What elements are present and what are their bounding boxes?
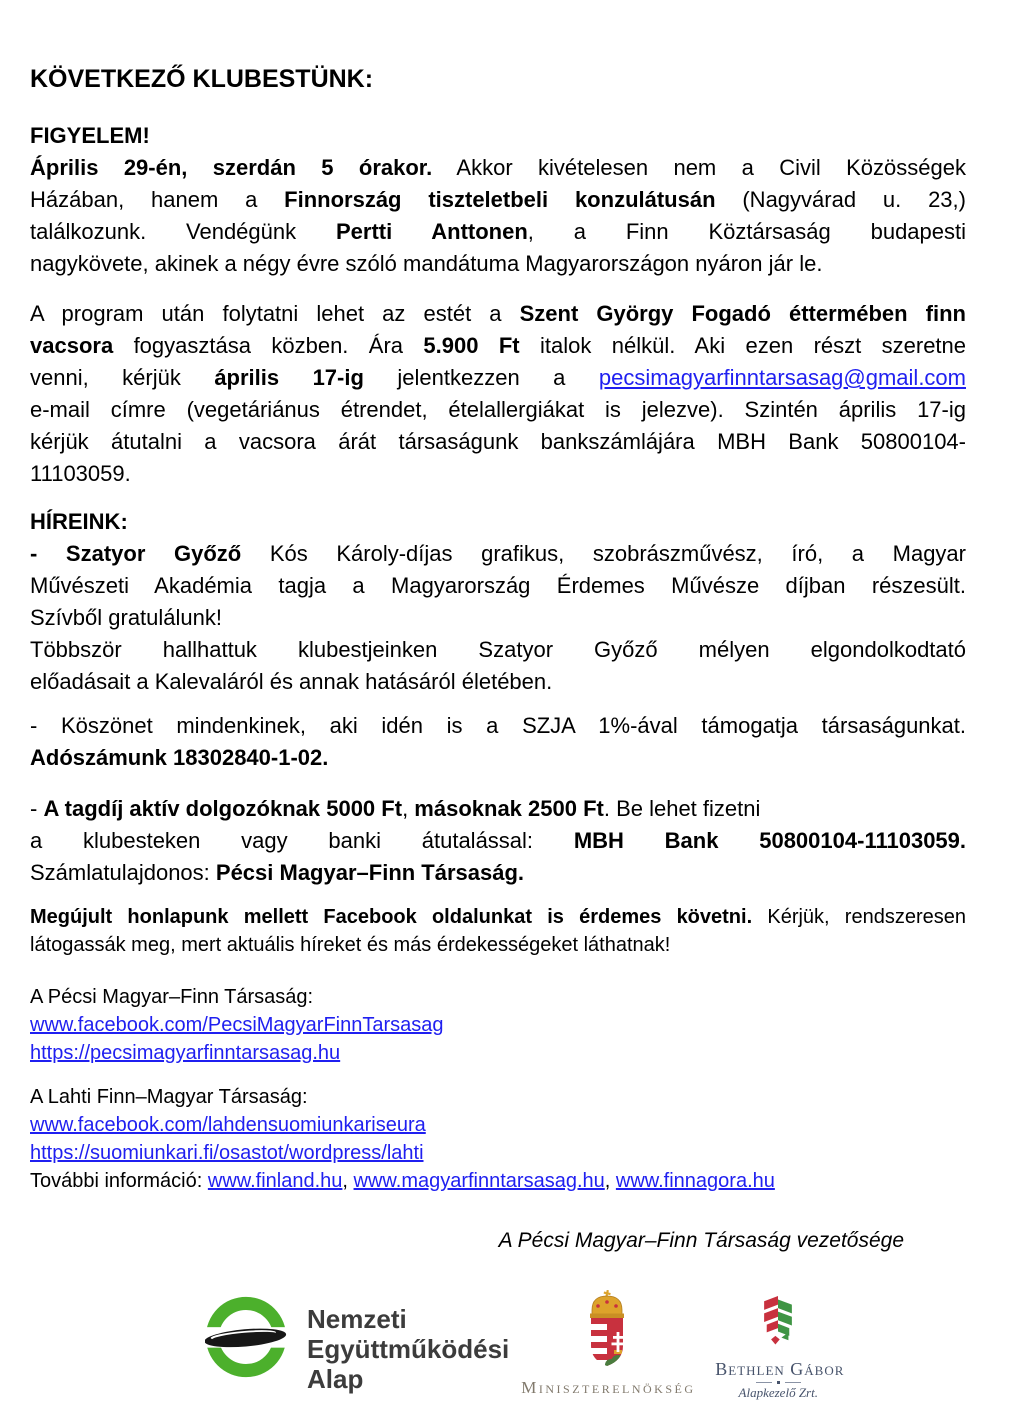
text-line: Megújult honlapunk mellett Facebook oldalunkat is érdemes követni. Kérjük, rendszeresen [30,906,966,928]
attention-paragraph [30,120,966,280]
lahti-society-links [30,1083,966,1195]
text-line [30,1111,966,1139]
bethlen-subtitle-wrap [715,1385,841,1401]
text-line: a klubesteken vagy banki átutalással: MBH Bank 50800104-11103059. [30,828,967,853]
hungarian-coat-of-arms-icon [577,1290,637,1370]
lahti-website-link[interactable]: https://suomiunkari.fi/osastot/wordpress/lahti [30,1142,424,1164]
nea-logo-text [307,1304,509,1394]
dinner-paragraph [30,298,966,490]
text-line: 11103059. [30,461,131,486]
pecs-society-links [30,983,966,1067]
tax-thanks-paragraph [30,710,966,774]
text-line: KÖVETKEZŐ KLUBESTÜNK: [30,65,374,93]
text-line: Számlatulajdonos: Pécsi Magyar–Finn Társaság. [30,860,525,885]
finland-link[interactable]: www.finland.hu [207,1170,343,1192]
miniszterelnokseg-logo [521,1290,696,1398]
nea-line-2: Együttműködési [307,1334,510,1364]
news-section [30,506,966,698]
text-line: kérjük átutalni a vacsora árát társaságunk bankszámlájára MBH Bank 50800104- [30,429,966,454]
text-line: Április 29-én, szerdán 5 órakor. Akkor kivételesen nem a Civil Közösségek [30,155,966,180]
text-line [30,1139,966,1167]
text-line: További információ: www.finland.hu, www.magyarfinntarsasag.hu, www.finnagora.hu [30,1170,775,1192]
signature-line: A Pécsi Magyar–Finn Társaság vezetősége [498,1229,904,1252]
text-line: e-mail címre (vegetáriánus étrendet, ételallergiákat is jelezve). Szintén április 17-ig [30,397,966,422]
text-line: Szívből gratulálunk! [30,605,222,630]
nea-logo [205,1296,509,1394]
finnagora-link[interactable]: www.finnagora.hu [615,1170,775,1192]
text-line: A Pécsi Magyar–Finn Társaság: [30,986,314,1008]
bethlen-subtitle-row [715,1381,841,1384]
text-line: nagykövete, akinek a négy évre szóló mandátuma Magyarországon nyáron jár le. [30,251,823,276]
pecs-facebook-link[interactable]: www.facebook.com/PecsiMagyarFinnTarsasag [30,1014,444,1036]
bethlen-divider-dot [777,1381,780,1384]
nea-line-3: Alap [307,1364,364,1394]
miniszterelnokseg-caption: Miniszterelnökség [521,1378,696,1397]
bethlen-shield-icon [752,1294,804,1350]
text-line: Adószámunk 18302840-1-02. [30,745,329,770]
facebook-follow-paragraph [30,903,966,959]
nea-line-1: Nemzeti [307,1304,407,1334]
text-line: látogassák meg, mert aktuális híreket és más érdekességeket láthatnak! [30,934,671,956]
text-line: HÍREINK: [30,509,128,534]
text-line: vacsora fogyasztása közben. Ára 5.900 Ft italok nélkül. Aki ezen részt szeretne [30,333,967,358]
pecs-website-link[interactable]: https://pecsimagyarfinntarsasag.hu [30,1042,341,1064]
text-line [30,1011,966,1039]
magyarfinntarsasag-link[interactable]: www.magyarfinntarsasag.hu [353,1170,605,1192]
text-line: venni, kérjük április 17-ig jelentkezzen a pecsimagyarfinntarsasag@gmail.com [30,365,966,390]
lahti-facebook-link[interactable]: www.facebook.com/lahdensuomiunkariseura [30,1114,426,1136]
text-line: Házában, hanem a Finnország tiszteletbeli konzulátusán (Nagyvárad u. 23,) [30,187,966,212]
membership-fee-paragraph [30,793,966,889]
text-line: A Lahti Finn–Magyar Társaság: [30,1086,308,1108]
text-line: találkozunk. Vendégünk Pertti Anttonen, a Finn Köztársaság budapesti [30,219,967,244]
bethlen-divider-right [785,1382,801,1383]
text-line [30,1039,966,1067]
text-line: - A tagdíj aktív dolgozóknak 5000 Ft, másoknak 2500 Ft. Be lehet fizetni [30,796,761,821]
text-line: A program után folytatni lehet az estét a Szent György Fogadó éttermében finn [30,301,966,326]
text-line: Művészeti Akadémia tagja a Magyarország Érdemes Művésze díjban részesült. [30,573,966,598]
bethlen-subtitle: Alapkezelő Zrt. [738,1385,818,1400]
email-link[interactable]: pecsimagyarfinntarsasag@gmail.com [598,365,966,390]
text-line: előadásait a Kalevaláról és annak hatásáról életében. [30,669,553,694]
footer-logos [0,1288,1024,1401]
text-line: - Köszönet mindenkinek, aki idén is a SZJA 1%-ával támogatja társaságunkat. [30,713,966,738]
bethlen-divider-left [756,1382,772,1383]
text-line: Többször hallhattuk klubestjeinken Szatyor Győző mélyen elgondolkodtató [30,637,966,662]
bethlen-gabor-logo [715,1294,845,1401]
klubest-heading [30,64,966,94]
text-line: FIGYELEM! [30,123,150,148]
bethlen-title: Bethlen Gábor [715,1359,845,1379]
nea-ring-icon [205,1296,287,1378]
text-line: - Szatyor Győző Kós Károly-díjas grafikus, szobrászművész, író, a Magyar [30,541,966,566]
